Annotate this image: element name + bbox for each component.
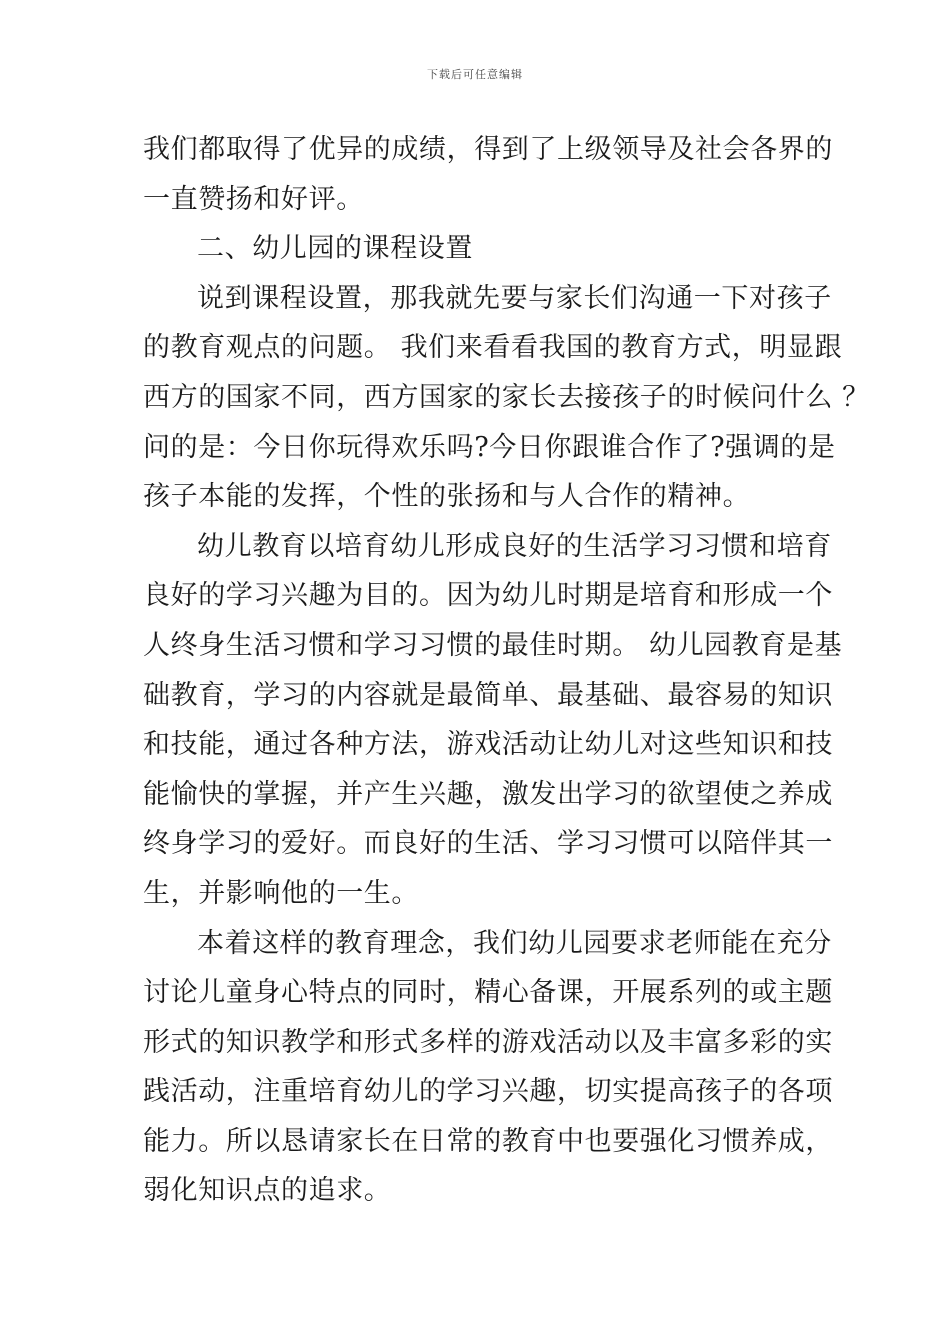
text-line: 终身学习的爱好。而良好的生活、学习习惯可以陪伴其一 (143, 828, 833, 860)
paragraph-start-line: 幼儿教育以培育幼儿形成良好的生活学习习惯和培育 (197, 530, 832, 562)
text-line: 我们都取得了优异的成绩，得到了上级领导及社会各界的 (143, 134, 833, 165)
text-line: 人终身生活习惯和学习习惯的最佳时期。 幼儿园教育是基 (143, 629, 843, 661)
page-header-note: 下载后可任意编辑 (427, 68, 523, 81)
text-line: 生，并影响他的一生。 (143, 877, 419, 909)
text-line: 能力。所以恳请家长在日常的教育中也要强化习惯养成， (143, 1125, 833, 1157)
text-line: 讨论儿童身心特点的同时，精心备课，开展系列的或主题 (143, 977, 833, 1009)
document-body (143, 125, 870, 1216)
text-line: 良好的学习兴趣为目的。因为幼儿时期是培育和形成一个 (143, 580, 833, 612)
text-line: 一直赞扬和好评。 (143, 183, 364, 215)
text-line: 孩子本能的发挥，个性的张扬和与人合作的精神。 (143, 481, 751, 513)
text-line: 的教育观点的问题。 我们来看看我国的教育方式，明显跟 (143, 332, 843, 364)
text-line: 西方的国家不同，西方国家的家长去接孩子的时候问什么 ？ (143, 381, 870, 413)
paragraph-start-line: 本着这样的教育理念，我们幼儿园要求老师能在充分 (197, 927, 832, 959)
text-line: 践活动，注重培育幼儿的学习兴趣，切实提高孩子的各项 (143, 1076, 833, 1108)
text-line: 问的是：今日你玩得欢乐吗?今日你跟谁合作了?强调的是 (143, 431, 836, 463)
text-line: 能愉快的掌握，并产生兴趣，激发出学习的欲望使之养成 (143, 778, 833, 810)
text-line: 形式的知识教学和形式多样的游戏活动以及丰富多彩的实 (143, 1026, 833, 1058)
section-heading: 二、幼儿园的课程设置 (197, 233, 473, 265)
text-line: 和技能，通过各种方法，游戏活动让幼儿对这些知识和技 (143, 729, 833, 761)
text-line: 弱化知识点的追求。 (143, 1175, 392, 1207)
paragraph-start-line: 说到课程设置，那我就先要与家长们沟通一下对孩子 (197, 282, 832, 314)
text-line: 础教育，学习的内容就是最简单、最基础、最容易的知识 (143, 679, 833, 711)
